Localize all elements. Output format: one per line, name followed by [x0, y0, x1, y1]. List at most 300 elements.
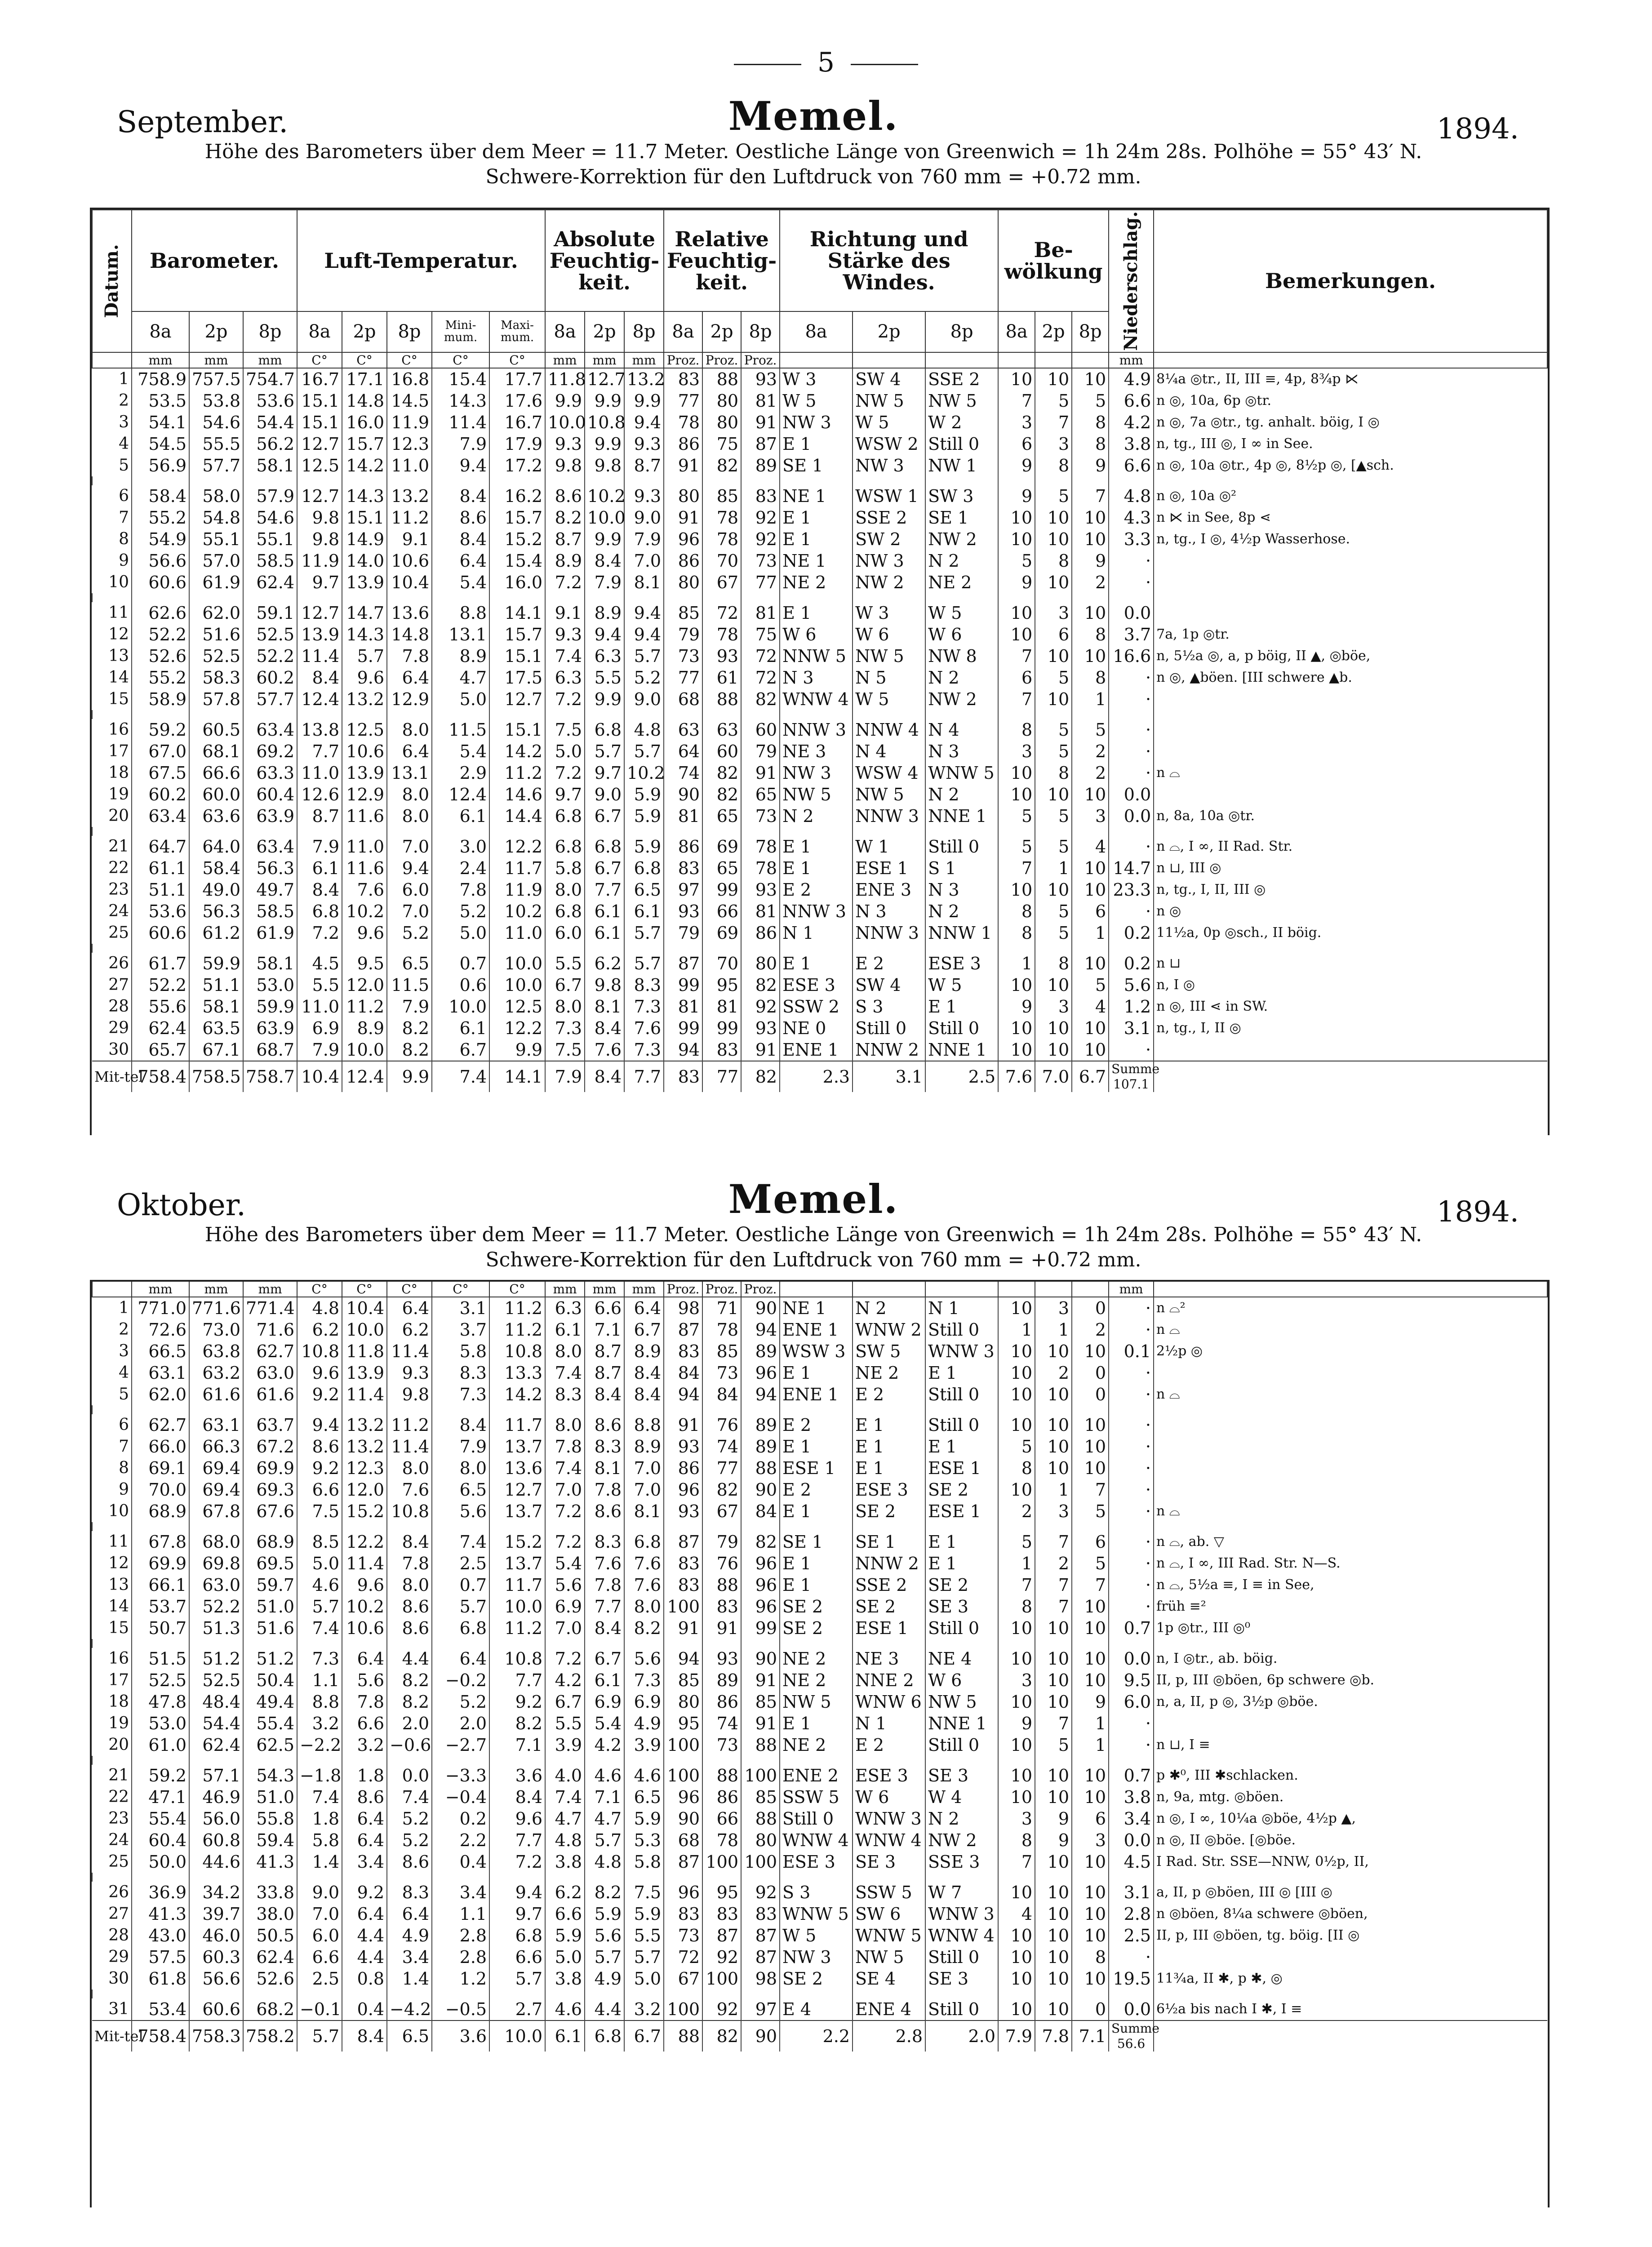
- value-cell: 13.6: [387, 602, 432, 624]
- value-cell: 3.9: [624, 1734, 664, 1756]
- value-cell: 1.2: [1109, 996, 1154, 1017]
- value-cell: 10: [1072, 1786, 1109, 1808]
- unit-label: [1072, 352, 1109, 368]
- unit-label: [925, 352, 998, 368]
- table-row: [92, 1341, 1547, 1362]
- value-cell: 61.6: [243, 1384, 297, 1405]
- value-cell: 13.7: [489, 1553, 545, 1574]
- value-cell: 76: [702, 1553, 741, 1574]
- value-cell: 5.8: [432, 1341, 489, 1362]
- value-cell: 0: [1072, 1384, 1109, 1405]
- value-cell: 7.2: [489, 1851, 545, 1873]
- table-row: [92, 1765, 1547, 1786]
- value-cell: ·: [1109, 1531, 1154, 1553]
- value-cell: 10: [998, 1882, 1035, 1903]
- gap-cell: [297, 1639, 342, 1648]
- gap-cell: [780, 1989, 853, 1998]
- value-cell: 10: [998, 762, 1035, 784]
- value-cell: 14.7: [1109, 857, 1154, 879]
- value-cell: 1.4: [387, 1968, 432, 1989]
- value-cell: 3.1: [1109, 1017, 1154, 1039]
- value-cell: 10: [1035, 1617, 1072, 1639]
- day-cell: 6: [119, 487, 129, 506]
- value-cell: 2: [998, 1501, 1035, 1522]
- gap-cell: [1072, 476, 1109, 485]
- value-cell: 7: [1072, 1574, 1109, 1596]
- value-cell: 57.7: [189, 455, 243, 476]
- value-cell: 85: [741, 1786, 780, 1808]
- day-cell: 23: [108, 1809, 129, 1828]
- gap-cell: [702, 1639, 741, 1648]
- value-cell: 84: [702, 1384, 741, 1405]
- value-cell: ·: [1109, 1362, 1154, 1384]
- value-cell: 8.7: [545, 528, 585, 550]
- gap-cell: [243, 710, 297, 719]
- value-cell: NW 1: [925, 455, 998, 476]
- value-cell: 9.6: [342, 922, 387, 944]
- value-cell: 70.0: [132, 1479, 189, 1501]
- value-cell: WNW 5: [925, 762, 998, 784]
- remarks-cell: n ⌓, I ∞, III Rad. Str. N—S.: [1154, 1553, 1547, 1574]
- day-cell: 6: [119, 1416, 129, 1434]
- value-cell: 9.4: [624, 602, 664, 624]
- value-cell: 8: [1035, 953, 1072, 974]
- value-cell: ·: [1109, 1501, 1154, 1522]
- value-cell: 60: [741, 719, 780, 741]
- value-cell: 4: [998, 1903, 1035, 1925]
- unit-label: mm: [624, 352, 664, 368]
- day-cell: 28: [108, 1926, 129, 1945]
- value-cell: 10.2: [624, 762, 664, 784]
- value-cell: 4.7: [585, 1808, 624, 1830]
- unit-label: C°: [342, 352, 387, 368]
- value-cell: N 2: [925, 784, 998, 805]
- gap-cell: [243, 1873, 297, 1882]
- table-row: [92, 996, 1547, 1017]
- value-cell: 16.2: [489, 485, 545, 507]
- value-cell: 7.3: [545, 1017, 585, 1039]
- gap-cell: [702, 1405, 741, 1414]
- value-cell: 9.3: [387, 1362, 432, 1384]
- value-cell: Still 0: [925, 1384, 998, 1405]
- value-cell: WNW 6: [853, 1691, 925, 1713]
- value-cell: 6.3: [585, 645, 624, 667]
- value-cell: 9.8: [545, 455, 585, 476]
- table-row: [92, 1362, 1547, 1384]
- gap-cell: [624, 1405, 664, 1414]
- gap-cell: [741, 1989, 780, 1998]
- value-cell: 60.4: [132, 1830, 189, 1851]
- value-cell: 8.4: [432, 528, 489, 550]
- value-cell: 5.0: [624, 1968, 664, 1989]
- value-cell: 52.5: [189, 1670, 243, 1691]
- remarks-cell: n ⌓, ab. ▽: [1154, 1531, 1547, 1553]
- value-cell: NNW 1: [925, 922, 998, 944]
- table-row: [92, 1319, 1547, 1341]
- value-cell: 8.9: [545, 550, 585, 572]
- gap-cell: [92, 593, 132, 602]
- value-cell: 3: [1035, 1501, 1072, 1522]
- gap-cell: [702, 827, 741, 836]
- value-cell: 51.0: [243, 1596, 297, 1617]
- value-cell: 68.9: [243, 1531, 297, 1553]
- day-cell: 18: [108, 1692, 129, 1711]
- value-cell: 6.6: [545, 1903, 585, 1925]
- value-cell: 63.1: [132, 1362, 189, 1384]
- value-cell: 5: [1072, 1501, 1109, 1522]
- value-cell: WSW 4: [853, 762, 925, 784]
- value-cell: NNE 1: [925, 1039, 998, 1061]
- value-cell: 67.8: [189, 1501, 243, 1522]
- value-cell: 10: [1035, 1341, 1072, 1362]
- remarks-cell: n ◎, 7a ◎tr., tg. anhalt. böig, I ◎: [1154, 412, 1547, 433]
- value-cell: 5: [1035, 390, 1072, 412]
- value-cell: WNW 2: [853, 1319, 925, 1341]
- gap-cell: [664, 1405, 702, 1414]
- remarks-cell: n, tg., I, II ◎: [1154, 1017, 1547, 1039]
- value-cell: 1: [1072, 1734, 1109, 1756]
- gap-cell: [585, 593, 624, 602]
- section-header-september: [108, 85, 1519, 190]
- gap-cell: [342, 827, 387, 836]
- value-cell: 2: [1035, 1362, 1072, 1384]
- value-cell: E 1: [925, 996, 998, 1017]
- value-cell: 7.9: [432, 433, 489, 455]
- value-cell: 83: [741, 1903, 780, 1925]
- value-cell: 0: [1072, 1998, 1109, 2021]
- gap-cell: [432, 1639, 489, 1648]
- value-cell: 55.2: [132, 507, 189, 528]
- value-cell: 10: [998, 784, 1035, 805]
- value-cell: NE 2: [853, 1362, 925, 1384]
- year-label: 1894.: [1436, 112, 1519, 146]
- value-cell: 69.1: [132, 1457, 189, 1479]
- value-cell: 96: [664, 528, 702, 550]
- gap-cell: [1154, 944, 1547, 953]
- mean-value: 12.4: [342, 1061, 387, 1092]
- value-cell: E 1: [925, 1553, 998, 1574]
- mean-value: 6.1: [545, 2021, 585, 2052]
- remarks-cell: n ◎, III ⋖ in SW.: [1154, 996, 1547, 1017]
- table-row: [92, 1436, 1547, 1457]
- value-cell: 70: [702, 953, 741, 974]
- remarks-cell: [1154, 1436, 1547, 1457]
- unit-label: [1154, 1282, 1547, 1297]
- value-cell: 9.8: [297, 507, 342, 528]
- value-cell: 11.0: [297, 996, 342, 1017]
- value-cell: 78: [664, 412, 702, 433]
- gap-cell: [387, 1639, 432, 1648]
- value-cell: WNW 4: [925, 1925, 998, 1946]
- value-cell: 5.0: [545, 741, 585, 762]
- value-cell: 10: [998, 1734, 1035, 1756]
- value-cell: 63.4: [243, 719, 297, 741]
- value-cell: 52.6: [132, 645, 189, 667]
- value-cell: 10.4: [342, 1297, 387, 1319]
- table-row: [92, 1384, 1547, 1405]
- gap-cell: [489, 944, 545, 953]
- gap-cell: [780, 1639, 853, 1648]
- value-cell: ·: [1109, 1414, 1154, 1436]
- value-cell: 13.9: [342, 572, 387, 593]
- value-cell: −0.1: [297, 1998, 342, 2021]
- value-cell: ·: [1109, 688, 1154, 710]
- value-cell: 3.2: [624, 1998, 664, 2021]
- value-cell: 6.2: [297, 1319, 342, 1341]
- value-cell: 4.5: [297, 953, 342, 974]
- value-cell: 75: [741, 624, 780, 645]
- value-cell: NW 5: [780, 1691, 853, 1713]
- mean-value: 7.6: [998, 1061, 1035, 1092]
- gap-cell: [132, 476, 189, 485]
- value-cell: 53.6: [243, 390, 297, 412]
- value-cell: 5.7: [432, 1596, 489, 1617]
- value-cell: 6.1: [297, 857, 342, 879]
- value-cell: 14.2: [489, 1384, 545, 1405]
- gap-cell: [925, 827, 998, 836]
- value-cell: 7.2: [297, 922, 342, 944]
- value-cell: 57.5: [132, 1946, 189, 1968]
- day-cell: 17: [108, 742, 129, 761]
- value-cell: 92: [741, 528, 780, 550]
- value-cell: 83: [702, 1903, 741, 1925]
- value-cell: E 1: [780, 602, 853, 624]
- col-cloud: Be-wölkung: [998, 210, 1109, 311]
- mean-value: 82: [702, 2021, 741, 2052]
- value-cell: 13.3: [489, 1362, 545, 1384]
- value-cell: 11.7: [489, 1414, 545, 1436]
- value-cell: 66: [702, 1808, 741, 1830]
- unit-label: Proz.: [702, 1282, 741, 1297]
- value-cell: 13.2: [624, 368, 664, 390]
- gap-cell: [741, 1639, 780, 1648]
- value-cell: N 1: [780, 922, 853, 944]
- gap-cell: [342, 476, 387, 485]
- value-cell: 10: [998, 1341, 1035, 1362]
- value-cell: 8.1: [624, 1501, 664, 1522]
- day-cell: 30: [108, 1969, 129, 1988]
- table-row: [92, 974, 1547, 996]
- value-cell: ENE 1: [780, 1384, 853, 1405]
- value-cell: ·: [1109, 1384, 1154, 1405]
- value-cell: 10: [998, 1946, 1035, 1968]
- value-cell: N 2: [925, 901, 998, 922]
- value-cell: 53.4: [132, 1998, 189, 2021]
- value-cell: 52.2: [132, 974, 189, 996]
- value-cell: 8: [1072, 412, 1109, 433]
- value-cell: 8: [998, 901, 1035, 922]
- day-cell: 22: [108, 859, 129, 878]
- value-cell: 1: [998, 1553, 1035, 1574]
- value-cell: 13.2: [342, 688, 387, 710]
- value-cell: 60.6: [132, 922, 189, 944]
- value-cell: SE 2: [780, 1968, 853, 1989]
- value-cell: 12.5: [342, 719, 387, 741]
- value-cell: 100: [664, 1734, 702, 1756]
- value-cell: 12.0: [342, 974, 387, 996]
- gap-cell: [998, 1756, 1035, 1765]
- value-cell: 0.0: [1109, 1830, 1154, 1851]
- value-cell: NW 5: [780, 784, 853, 805]
- value-cell: 88: [741, 1808, 780, 1830]
- day-cell: 13: [108, 647, 129, 666]
- value-cell: 93: [702, 645, 741, 667]
- value-cell: 7.0: [624, 1457, 664, 1479]
- mean-value: 2.5: [925, 1061, 998, 1092]
- value-cell: 7.4: [545, 645, 585, 667]
- value-cell: 5.9: [624, 836, 664, 857]
- value-cell: N 2: [780, 805, 853, 827]
- value-cell: 49.0: [189, 879, 243, 901]
- value-cell: E 1: [780, 1574, 853, 1596]
- value-cell: 2: [1035, 1553, 1072, 1574]
- gap-cell: [780, 1405, 853, 1414]
- value-cell: 10: [1072, 1617, 1109, 1639]
- value-cell: NNW 3: [780, 719, 853, 741]
- value-cell: 100: [664, 1998, 702, 2021]
- value-cell: 10.6: [342, 1617, 387, 1639]
- value-cell: 10.8: [387, 1501, 432, 1522]
- table-row: [92, 1596, 1547, 1617]
- value-cell: 65: [702, 805, 741, 827]
- value-cell: 8.6: [297, 1436, 342, 1457]
- value-cell: 7.3: [624, 996, 664, 1017]
- gap-cell: [780, 476, 853, 485]
- value-cell: 6: [1072, 901, 1109, 922]
- gap-cell: [387, 1405, 432, 1414]
- gap-cell: [780, 827, 853, 836]
- gap-cell: [998, 1873, 1035, 1882]
- value-cell: 14.2: [342, 455, 387, 476]
- mean-value: 5.7: [297, 2021, 342, 2052]
- gap-cell: [1072, 1522, 1109, 1531]
- day-cell: 15: [108, 690, 129, 709]
- value-cell: 8.7: [624, 455, 664, 476]
- mean-value: 6.8: [585, 2021, 624, 2052]
- value-cell: 11.4: [297, 645, 342, 667]
- value-cell: 5.7: [585, 1830, 624, 1851]
- value-cell: 10.2: [342, 901, 387, 922]
- unit-label: mm: [585, 1282, 624, 1297]
- value-cell: 63: [664, 719, 702, 741]
- value-cell: 53.0: [243, 974, 297, 996]
- value-cell: 63.8: [189, 1341, 243, 1362]
- divider: [851, 64, 918, 65]
- value-cell: 19.5: [1109, 1968, 1154, 1989]
- value-cell: 38.0: [243, 1903, 297, 1925]
- value-cell: E 1: [853, 1414, 925, 1436]
- value-cell: 10.8: [489, 1648, 545, 1670]
- value-cell: 61.0: [132, 1734, 189, 1756]
- value-cell: 8.6: [342, 1786, 387, 1808]
- remarks-cell: n ⌓: [1154, 1501, 1547, 1522]
- value-cell: 52.2: [243, 645, 297, 667]
- value-cell: 5.4: [585, 1713, 624, 1734]
- value-cell: 11.0: [297, 762, 342, 784]
- value-cell: 6.6: [1109, 390, 1154, 412]
- gap-cell: [624, 1873, 664, 1882]
- value-cell: 3.9: [545, 1734, 585, 1756]
- value-cell: 57.1: [189, 1765, 243, 1786]
- value-cell: N 3: [925, 879, 998, 901]
- value-cell: E 1: [780, 1436, 853, 1457]
- value-cell: 6.8: [545, 805, 585, 827]
- value-cell: 7: [998, 1851, 1035, 1873]
- day-cell: 31: [108, 2000, 129, 2019]
- value-cell: SW 4: [853, 368, 925, 390]
- gap-cell: [545, 1639, 585, 1648]
- sub-2p: 2p: [585, 311, 624, 352]
- value-cell: 87: [741, 1925, 780, 1946]
- value-cell: 53.0: [132, 1713, 189, 1734]
- value-cell: 8: [998, 1830, 1035, 1851]
- value-cell: 100: [664, 1596, 702, 1617]
- unit-label: C°: [489, 1282, 545, 1297]
- remarks-cell: n ◎, 10a ◎²: [1154, 485, 1547, 507]
- value-cell: 9.9: [489, 1039, 545, 1061]
- table-row: [92, 1017, 1547, 1039]
- value-cell: 9.9: [585, 433, 624, 455]
- value-cell: 6.9: [624, 1691, 664, 1713]
- gap-cell: [1154, 1522, 1547, 1531]
- value-cell: Still 0: [925, 836, 998, 857]
- gap-cell: [545, 944, 585, 953]
- value-cell: 77: [702, 1457, 741, 1479]
- value-cell: 86: [664, 433, 702, 455]
- value-cell: 62.7: [243, 1341, 297, 1362]
- remarks-cell: 2½p ◎: [1154, 1341, 1547, 1362]
- value-cell: 73: [741, 805, 780, 827]
- value-cell: 63.4: [132, 805, 189, 827]
- value-cell: 13.2: [342, 1414, 387, 1436]
- value-cell: 13.2: [387, 485, 432, 507]
- gap-cell: [1154, 1873, 1547, 1882]
- value-cell: 3: [1035, 1297, 1072, 1319]
- gap-cell: [624, 1522, 664, 1531]
- value-cell: 8.2: [489, 1713, 545, 1734]
- value-cell: 9.9: [624, 390, 664, 412]
- value-cell: 10: [1072, 1436, 1109, 1457]
- value-cell: 5.7: [489, 1968, 545, 1989]
- value-cell: 13.1: [387, 762, 432, 784]
- value-cell: NNW 3: [853, 805, 925, 827]
- value-cell: 69: [702, 836, 741, 857]
- row-gap: [92, 710, 1547, 719]
- value-cell: ·: [1109, 1574, 1154, 1596]
- value-cell: 8.0: [624, 1596, 664, 1617]
- gap-cell: [132, 944, 189, 953]
- value-cell: 7.4: [387, 1786, 432, 1808]
- value-cell: 10: [1035, 645, 1072, 667]
- value-cell: 33.8: [243, 1882, 297, 1903]
- value-cell: 5.9: [624, 805, 664, 827]
- row-gap: [92, 1405, 1547, 1414]
- value-cell: 0.2: [1109, 953, 1154, 974]
- table-row: [92, 1617, 1547, 1639]
- gap-cell: [132, 593, 189, 602]
- value-cell: WNW 3: [853, 1808, 925, 1830]
- mean-value: 7.9: [545, 1061, 585, 1092]
- gap-cell: [585, 1873, 624, 1882]
- value-cell: 94: [664, 1648, 702, 1670]
- value-cell: 2: [1072, 572, 1109, 593]
- value-cell: 3.0: [432, 836, 489, 857]
- gap-cell: [1035, 710, 1072, 719]
- mean-value: 82: [741, 1061, 780, 1092]
- table-row: [92, 719, 1547, 741]
- value-cell: 56.3: [243, 857, 297, 879]
- value-cell: 6.4: [387, 1297, 432, 1319]
